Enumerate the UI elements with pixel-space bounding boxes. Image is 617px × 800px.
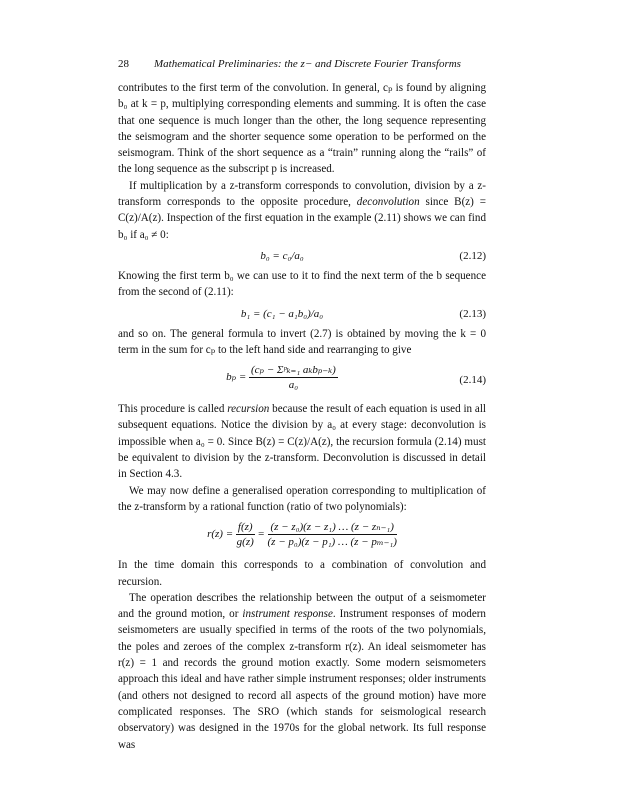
fraction-denominator: (z − p₀)(z − p₁) … (z − pₘ₋₁)	[267, 536, 397, 549]
equation-rational-function	[118, 520, 486, 554]
paragraph-general-formula: and so on. The general formula to invert (2.7) is obtained by moving the k = 0 term in the sum for cₚ to the left hand side and rearranging to give	[118, 327, 486, 356]
equation-fraction	[249, 363, 338, 392]
paragraph-text: If multiplication by a z-transform corresponds to convolution, division by a z-transform corresponds to the opposite procedure,	[118, 179, 486, 209]
paragraph-time-domain: In the time domain this corresponds to a combination of convolution and recursion.	[118, 559, 486, 588]
equation-body: b₀ = c₀/a₀	[260, 249, 304, 262]
paragraph-deconvolution	[118, 178, 486, 243]
term-deconvolution: deconvolution	[356, 196, 420, 209]
equation-number: (2.13)	[459, 307, 486, 320]
paragraph-next-term: Knowing the first term b₀ we can use to it to find the next term of the b sequence from the second of (2.11):	[118, 269, 486, 299]
page-number: 28	[118, 58, 129, 70]
running-title: Mathematical Preliminaries: the z− and Discrete Fourier Transforms	[154, 58, 461, 70]
fraction-denominator: a₀	[288, 379, 299, 392]
fraction-numerator: (cₚ − Σᵖₖ₌₁ aₖbₚ₋ₖ)	[251, 364, 336, 377]
paragraph-text: . Instrument responses of modern seismometers are usually specified in terms of the roots of the two polynomials, the poles and zeroes of the complex z-transform r(z). An ideal seismometer has r(z) = 1 and records the ground motion exactly. Some modern seismometers approach this ideal and have rather simple instrument responses; older instruments (and others not designed to record all aspects of the ground motion) have more complicated responses. The SRO (which stands for seismological research observatory) was designed in the 1970s for the global network. Its full response was	[118, 608, 486, 751]
fraction-zeros-over-poles	[268, 520, 397, 549]
paragraph-text: The operation describes the relationship between the output of a seismometer and the ground motion, or	[118, 591, 486, 621]
paragraph-text: This procedure is called	[118, 403, 228, 416]
running-header	[118, 58, 486, 70]
paragraph-convolution-alignment: contributes to the first term of the convolution. In general, cₚ is found by aligning b₀ at k = p, multiplying corresponding elements and summing. It is often the case that one sequence is much longer than the other, the long sequence representing the seismogram and the shorter sequence some operation to be performed on the seismogram. Think of the short sequence as a “train” running along the “rails” of the long sequence as the subscript p is increased.	[118, 82, 486, 176]
fraction-denominator: g(z)	[236, 536, 254, 549]
equals-sign: =	[257, 528, 265, 541]
equation-2-14	[118, 363, 486, 397]
fraction-numerator: f(z)	[237, 521, 253, 534]
equation-body	[118, 363, 446, 392]
equation-2-12	[118, 248, 486, 264]
equation-body: b₁ = (c₁ − a₁b₀)/a₀	[240, 307, 324, 320]
paragraph-recursion	[118, 401, 486, 482]
paragraph-instrument-response	[118, 590, 486, 753]
paragraph-text: because the result of each equation is used in all subsequent equations. Notice the division by a₀ at every stage: deconvolution is impossible when a₀ = 0. Since B(z) = C(z)/A(z), the recursion formula (2.14) must be equivalent to division by the z-transform. Deconvolution is discussed in detail in Section 4.3.	[118, 403, 486, 481]
paragraph-text: since B(z) = C(z)/A(z). Inspection of the first equation in the example (2.11) shows we can find b₀ if a₀ ≠ 0:	[118, 196, 486, 241]
paragraph-rational-function: We may now define a generalised operation corresponding to multiplication of the z-transform by a rational function (ratio of two polynomials):	[118, 484, 486, 513]
equation-number: (2.14)	[459, 374, 486, 387]
page	[118, 58, 486, 753]
term-recursion: recursion	[227, 403, 270, 416]
term-instrument-response: instrument response	[242, 608, 333, 621]
fraction-numerator: (z − z₀)(z − z₁) … (z − zₙ₋₁)	[268, 520, 397, 535]
equation-number: (2.12)	[459, 249, 486, 262]
equation-2-13	[118, 306, 486, 322]
equation-lhs: r(z) =	[207, 528, 234, 541]
fraction-f-over-g	[236, 520, 255, 549]
equation-lhs: bₚ =	[226, 371, 247, 384]
